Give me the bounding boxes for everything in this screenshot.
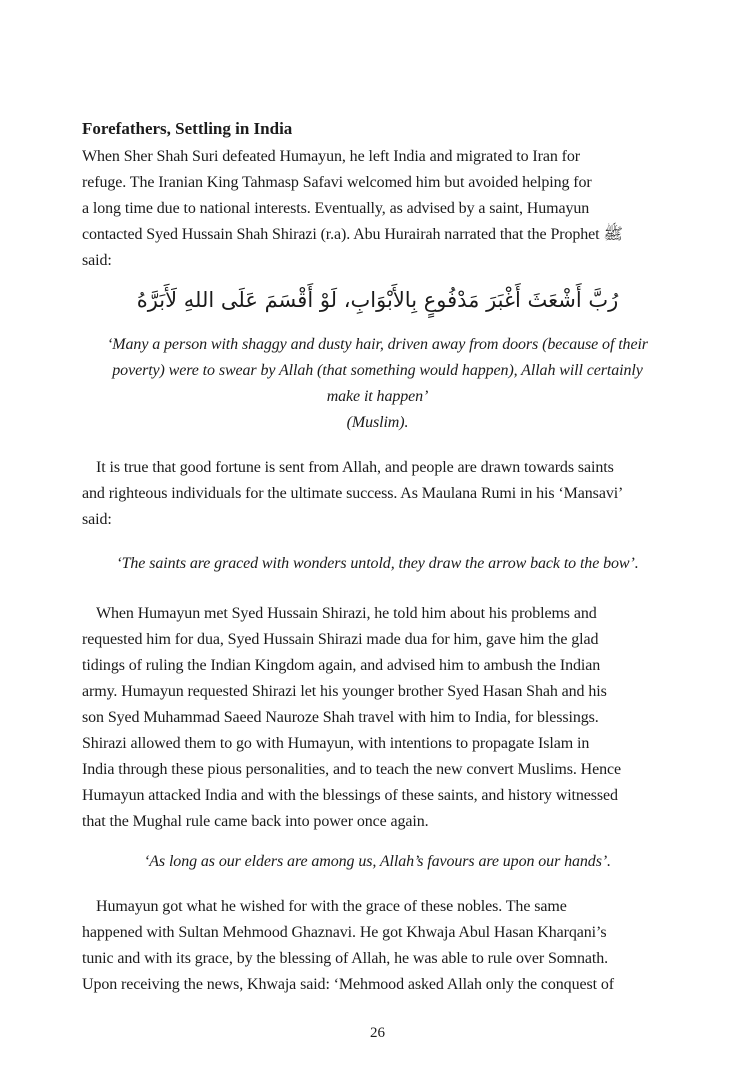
text-line: Humayun got what he wished for with the grace of these nobles. The same	[96, 898, 567, 915]
paragraph-humayun-shirazi-meeting	[82, 601, 673, 835]
text-line: ‘The saints are graced with wonders untold, they draw the arrow back to the bow’.	[116, 555, 639, 572]
text-line: refuge. The Iranian King Tahmasp Safavi welcomed him but avoided helping for	[82, 174, 592, 191]
text-line: that the Mughal rule came back into power once again.	[82, 813, 429, 830]
paragraph-sher-shah-humayun	[82, 144, 673, 274]
text-line: (Muslim).	[346, 414, 409, 431]
elders-favours-quote	[82, 849, 673, 875]
hadith-arabic-text: رُبَّ أَشْعَثَ أَغْبَرَ مَدْفُوعٍ بِالأَبْوَابِ، لَوْ أَقْسَمَ عَلَى اللهِ لَأَبَرَّهُ	[136, 288, 619, 312]
text-line: make it happen’	[326, 388, 429, 405]
text-line: ‘Many a person with shaggy and dusty hair, driven away from doors (because of their	[107, 336, 648, 353]
text-line: son Syed Muhammad Saeed Nauroze Shah travel with him to India, for blessings.	[82, 709, 599, 726]
rumi-mansavi-quote	[82, 551, 673, 577]
text-line: requested him for dua, Syed Hussain Shirazi made dua for him, gave him the glad	[82, 631, 599, 648]
text-line: and righteous individuals for the ultimate success. As Maulana Rumi in his ‘Mansavi’	[82, 485, 624, 502]
text-line: poverty) were to swear by Allah (that something would happen), Allah will certainly	[112, 362, 643, 379]
paragraph-mehmood-ghaznavi	[82, 894, 673, 998]
paragraph-good-fortune	[82, 455, 673, 533]
text-line: ‘As long as our elders are among us, Allah’s favours are upon our hands’.	[144, 853, 611, 870]
page-content	[82, 116, 673, 1046]
text-line: It is true that good fortune is sent from Allah, and people are drawn towards saints	[96, 459, 614, 476]
text-line: When Humayun met Syed Hussain Shirazi, he told him about his problems and	[96, 605, 597, 622]
text-line: Upon receiving the news, Khwaja said: ‘Mehmood asked Allah only the conquest of	[82, 976, 614, 993]
text-line: army. Humayun requested Shirazi let his younger brother Syed Hasan Shah and his	[82, 683, 607, 700]
text-line: happened with Sultan Mehmood Ghaznavi. He got Khwaja Abul Hasan Kharqani’s	[82, 924, 607, 941]
text-line: India through these pious personalities, and to teach the new convert Muslims. Hence	[82, 761, 622, 778]
text-line: said:	[82, 511, 112, 528]
page-number: 26	[370, 1025, 385, 1041]
section-heading: Forefathers, Settling in India	[82, 119, 293, 138]
text-line: a long time due to national interests. Eventually, as advised by a saint, Humayun	[82, 200, 590, 217]
hadith-translation-quote	[82, 332, 673, 436]
text-line: tunic and with its grace, by the blessing of Allah, he was able to rule over Somnath.	[82, 950, 609, 967]
text-line: When Sher Shah Suri defeated Humayun, he left India and migrated to Iran for	[82, 148, 581, 165]
text-line: Humayun attacked India and with the blessings of these saints, and history witnessed	[82, 787, 618, 804]
text-line: tidings of ruling the Indian Kingdom again, and advised him to ambush the Indian	[82, 657, 601, 674]
text-line: said:	[82, 252, 112, 269]
text-line: contacted Syed Hussain Shah Shirazi (r.a). Abu Hurairah narrated that the Prophet ﷺ	[82, 226, 623, 243]
text-line: Shirazi allowed them to go with Humayun, with intentions to propagate Islam in	[82, 735, 590, 752]
